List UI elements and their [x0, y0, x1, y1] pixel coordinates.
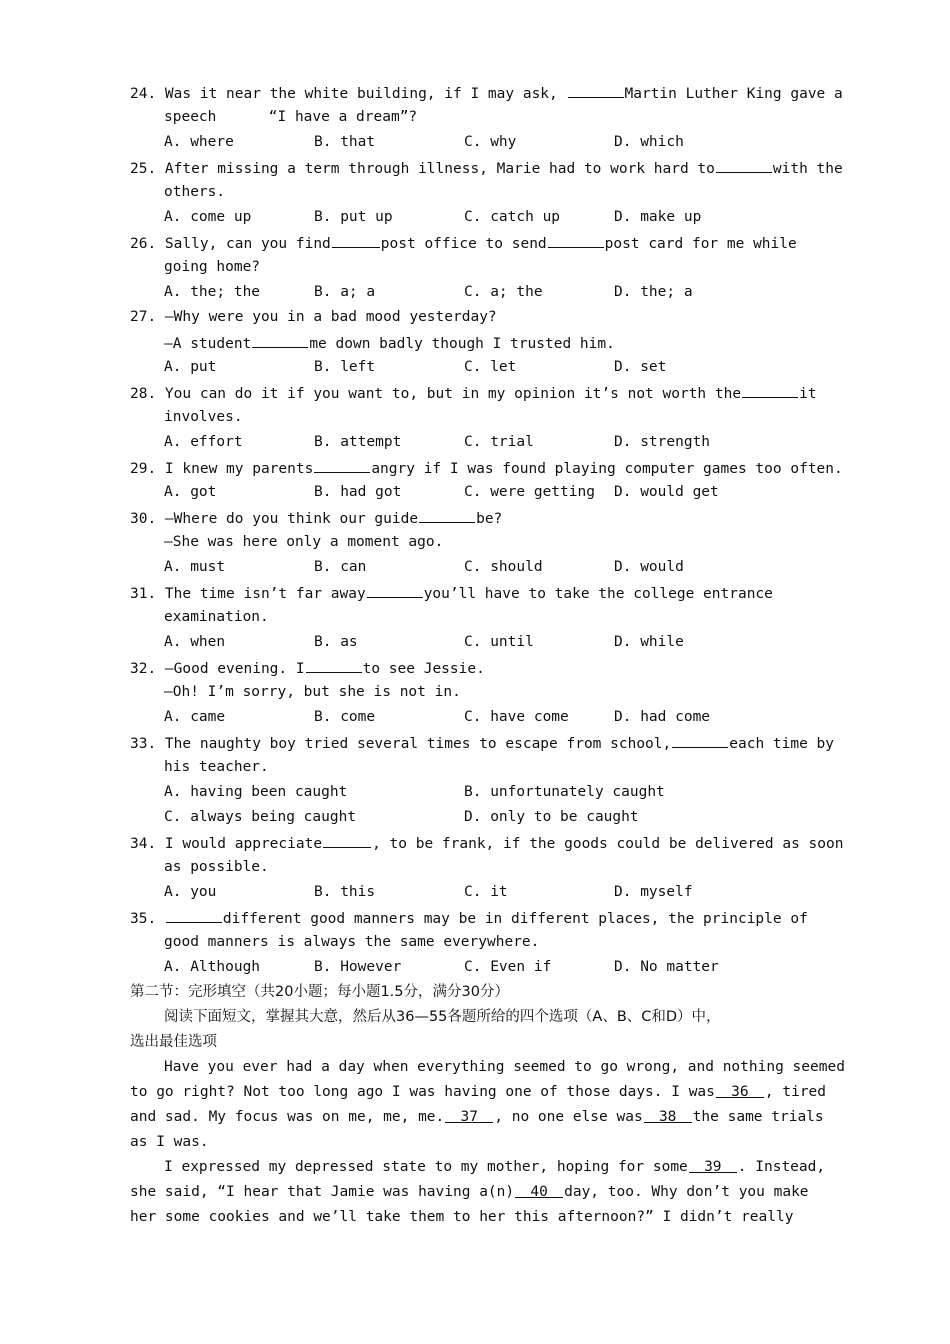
- question-28: [130, 380, 817, 405]
- passage-line: her some cookies and we’ll take them to her this afternoon?” I didn’t really: [130, 1209, 794, 1225]
- question-text: 30. —Where do you think our guide: [130, 511, 419, 527]
- question-text: 32. —Good evening. I: [130, 661, 305, 677]
- option-b: B. left: [314, 359, 376, 375]
- question-26: [130, 230, 797, 255]
- answer-blank: [716, 155, 772, 173]
- question-33: [130, 730, 834, 755]
- passage-text: day, too. Why don’t you make: [564, 1184, 809, 1200]
- option-c: C. let: [464, 359, 517, 375]
- question-text: —She was here only a moment ago.: [164, 534, 444, 550]
- passage-text: to go right? Not too long ago I was having one of those days. I was: [130, 1084, 715, 1100]
- question-text: Martin Luther King gave a: [624, 86, 843, 102]
- option-c: C. always being caught: [164, 809, 357, 825]
- option-c: C. Even if: [464, 959, 552, 975]
- question-text: to see Jessie.: [362, 661, 485, 677]
- cloze-blank-36: 36: [716, 1080, 764, 1098]
- question-text: [164, 330, 615, 355]
- answer-blank: [672, 730, 728, 748]
- question-text: angry if I was found playing computer games too often.: [371, 461, 843, 477]
- answer-blank: [252, 330, 308, 348]
- question-text: his teacher.: [164, 759, 269, 775]
- question-34: [130, 830, 843, 855]
- question-text: be?: [476, 511, 503, 527]
- passage-text: I expressed my depressed state to my mother, hoping for some: [164, 1159, 688, 1175]
- question-text: 24. Was it near the white building, if I may ask,: [130, 86, 567, 102]
- passage-line: [130, 1105, 824, 1130]
- passage-text: , no one else was: [494, 1109, 643, 1125]
- passage-text: and sad. My focus was on me, me, me.: [130, 1109, 445, 1125]
- option-b: B. put up: [314, 209, 393, 225]
- answer-blank: [306, 655, 362, 673]
- question-text: 34. I would appreciate: [130, 836, 323, 852]
- option-d: D. would: [614, 559, 684, 575]
- question-text: —A student: [164, 336, 252, 352]
- passage-text: the same trials: [692, 1109, 824, 1125]
- option-d: D. make up: [614, 209, 702, 225]
- option-c: C. catch up: [464, 209, 561, 225]
- option-c: C. a; the: [464, 284, 543, 300]
- option-d: D. had come: [614, 709, 711, 725]
- answer-blank: [367, 580, 423, 598]
- question-30: [130, 505, 502, 530]
- passage-line: [130, 1180, 809, 1205]
- question-text: 35.: [130, 911, 165, 927]
- question-text: 28. You can do it if you want to, but in my opinion it’s not worth the: [130, 386, 742, 402]
- option-c: C. why: [464, 134, 517, 150]
- option-b: B. a; a: [314, 284, 376, 300]
- answer-blank: [166, 905, 222, 923]
- answer-blank: [332, 230, 380, 248]
- answer-blank: [323, 830, 371, 848]
- passage-line: [130, 1080, 826, 1105]
- option-a: A. effort: [164, 434, 243, 450]
- option-c: C. have come: [464, 709, 569, 725]
- option-c: C. trial: [464, 434, 534, 450]
- question-text: each time by: [729, 736, 835, 752]
- question-text: others.: [164, 184, 226, 200]
- option-c: C. until: [464, 634, 534, 650]
- option-d: D. myself: [614, 884, 693, 900]
- passage-text: . Instead,: [737, 1159, 826, 1175]
- question-35: [130, 905, 808, 930]
- option-d: D. strength: [614, 434, 711, 450]
- option-a: A. put: [164, 359, 217, 375]
- option-a: A. Although: [164, 959, 261, 975]
- option-a: A. the; the: [164, 284, 261, 300]
- option-a: A. came: [164, 709, 226, 725]
- option-d: D. would get: [614, 484, 719, 500]
- option-d: D. the; a: [614, 284, 693, 300]
- question-31: [130, 580, 773, 605]
- question-text: you’ll have to take the college entrance: [423, 586, 773, 602]
- question-text: 31. The time isn’t far away: [130, 586, 366, 602]
- cloze-blank-38: 38: [644, 1105, 692, 1123]
- section-instructions: 阅读下面短文，掌握其大意，然后从36—55各题所给的四个选项（A、B、C和D）中，: [164, 1009, 721, 1025]
- passage-line: [164, 1155, 825, 1180]
- option-d: D. which: [614, 134, 684, 150]
- passage-text: , tired: [764, 1084, 827, 1100]
- question-32: [130, 655, 485, 680]
- option-c: C. it: [464, 884, 508, 900]
- question-text: good manners is always the same everywhere.: [164, 934, 540, 950]
- option-a: A. when: [164, 634, 226, 650]
- option-b: B. unfortunately caught: [464, 784, 665, 800]
- question-text: it: [799, 386, 817, 402]
- answer-blank: [568, 80, 624, 98]
- option-a: A. where: [164, 134, 234, 150]
- option-a: A. come up: [164, 209, 252, 225]
- answer-blank: [742, 380, 798, 398]
- option-a: A. got: [164, 484, 217, 500]
- question-text: as possible.: [164, 859, 269, 875]
- option-b: B. as: [314, 634, 358, 650]
- option-c: C. should: [464, 559, 543, 575]
- option-a: A. must: [164, 559, 226, 575]
- cloze-blank-39: 39: [689, 1155, 737, 1173]
- question-text: me down badly though I trusted him.: [309, 336, 615, 352]
- cloze-blank-40: 40: [515, 1180, 563, 1198]
- question-27: 27. —Why were you in a bad mood yesterday?: [130, 309, 497, 325]
- option-b: B. attempt: [314, 434, 402, 450]
- option-b: B. come: [314, 709, 376, 725]
- passage-text: she said, “I hear that Jamie was having a(n): [130, 1184, 515, 1200]
- option-a: A. having been caught: [164, 784, 348, 800]
- option-d: D. No matter: [614, 959, 719, 975]
- section-heading: 第二节：完形填空（共20小题；每小题1.5分，满分30分）: [130, 984, 509, 1000]
- question-text: examination.: [164, 609, 269, 625]
- option-d: D. only to be caught: [464, 809, 639, 825]
- option-a: A. you: [164, 884, 217, 900]
- question-text: 26. Sally, can you find: [130, 236, 331, 252]
- question-text: different good manners may be in different places, the principle of: [222, 911, 808, 927]
- passage-line: Have you ever had a day when everything seemed to go wrong, and nothing seemed: [164, 1059, 845, 1075]
- question-text: 25. After missing a term through illness, Marie had to work hard to: [130, 161, 715, 177]
- option-c: C. were getting: [464, 484, 595, 500]
- question-text: post card for me while: [604, 236, 797, 252]
- question-text: involves.: [164, 409, 243, 425]
- answer-blank: [548, 230, 604, 248]
- question-25: [130, 155, 843, 180]
- question-text: , to be frank, if the goods could be delivered as soon: [372, 836, 844, 852]
- answer-blank: [314, 455, 370, 473]
- question-24: [130, 80, 843, 105]
- question-29: [130, 455, 843, 480]
- question-text: 29. I knew my parents: [130, 461, 314, 477]
- question-text: 33. The naughty boy tried several times to escape from school,: [130, 736, 672, 752]
- cloze-blank-37: 37: [445, 1105, 493, 1123]
- question-text: speech “I have a dream”?: [164, 109, 418, 125]
- option-b: B. can: [314, 559, 367, 575]
- option-b: B. that: [314, 134, 376, 150]
- option-d: D. set: [614, 359, 667, 375]
- answer-blank: [419, 505, 475, 523]
- option-d: D. while: [614, 634, 684, 650]
- passage-line: as I was.: [130, 1134, 209, 1150]
- question-text: going home?: [164, 259, 261, 275]
- option-b: B. However: [314, 959, 402, 975]
- question-text: post office to send: [380, 236, 547, 252]
- question-text: —Oh! I’m sorry, but she is not in.: [164, 684, 461, 700]
- section-instructions: 选出最佳选项: [130, 1034, 217, 1050]
- question-text: with the: [772, 161, 843, 177]
- option-b: B. this: [314, 884, 376, 900]
- option-b: B. had got: [314, 484, 402, 500]
